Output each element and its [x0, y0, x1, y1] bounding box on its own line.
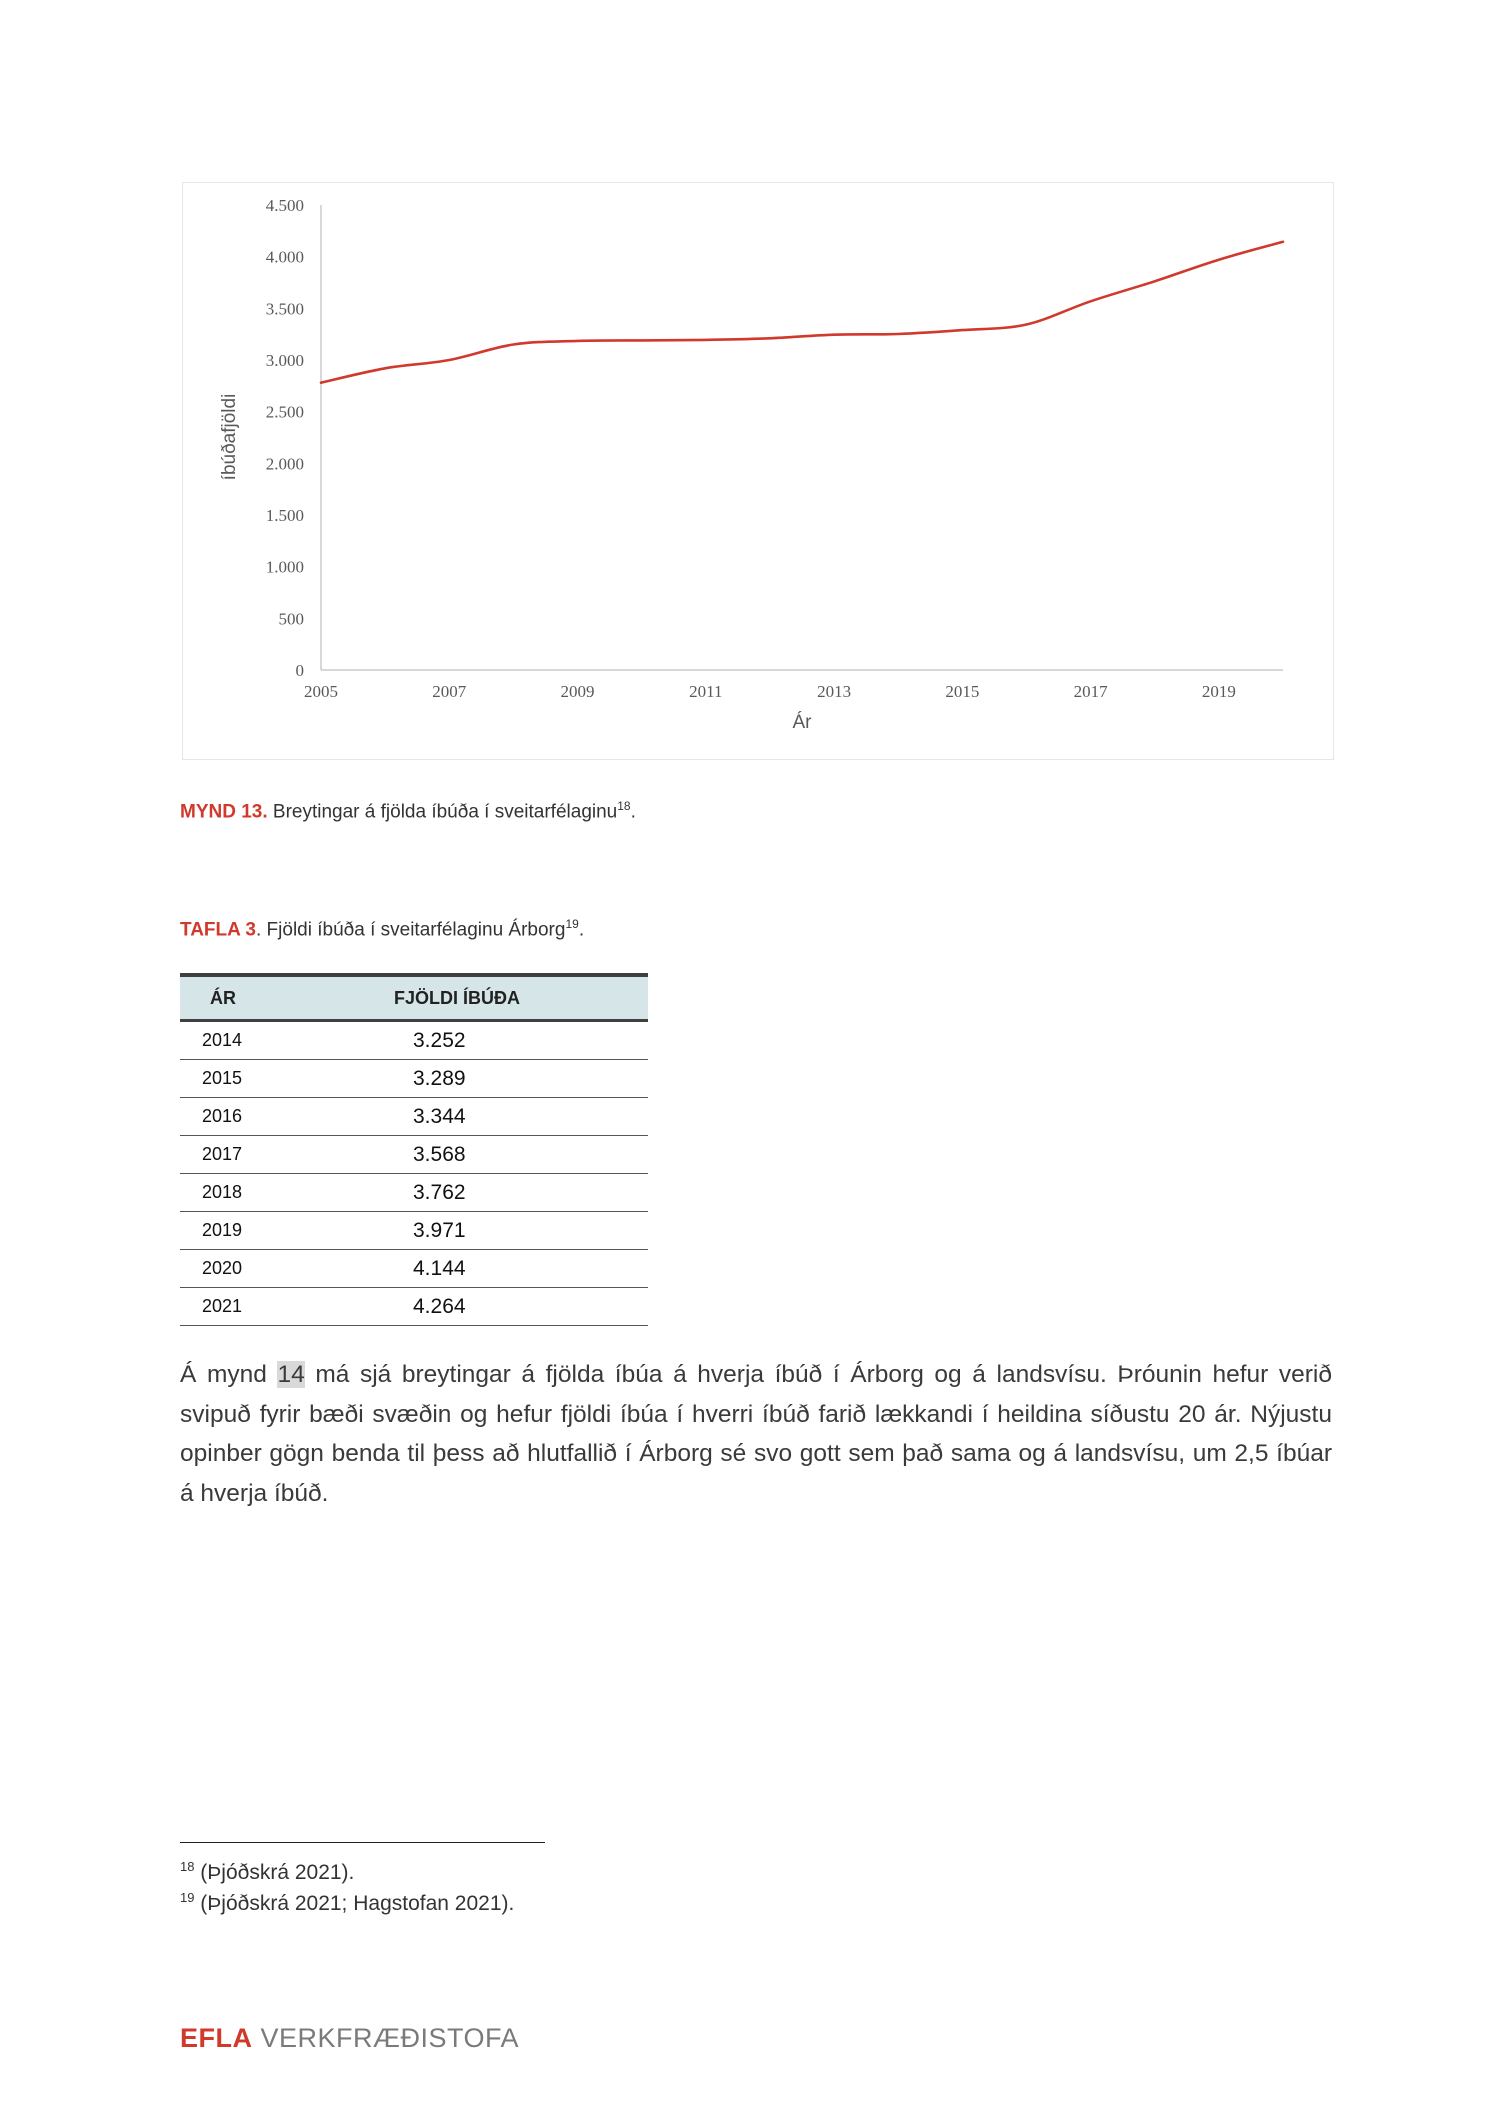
footnote-ref-18[interactable]: 18 — [617, 799, 631, 813]
population-chart — [182, 182, 1334, 760]
table-row — [180, 1212, 648, 1250]
footnote-18 — [180, 1859, 354, 1885]
footnote-19 — [180, 1890, 514, 1916]
column-header-count: FJÖLDI ÍBÚÐA — [266, 975, 648, 1021]
table-row — [180, 1174, 648, 1212]
x-tick-label: 2007 — [432, 682, 467, 701]
y-tick-label: 3.000 — [265, 351, 304, 370]
x-axis-title: Ár — [792, 712, 812, 733]
table-caption-label: TAFLA 3 — [180, 919, 256, 941]
figure-reference-link[interactable]: 14 — [277, 1361, 305, 1388]
y-tick-label: 500 — [278, 609, 304, 629]
cell-year: 2017 — [180, 1136, 266, 1174]
logo-subtitle: VERKFRÆÐISTOFA — [252, 2023, 520, 2053]
logo-brand: EFLA — [180, 2023, 253, 2053]
table-caption-end: . — [578, 919, 585, 941]
table-caption — [180, 917, 584, 941]
footnote-divider — [180, 1842, 545, 1843]
table-caption-text: . Fjöldi íbúða í sveitarfélaginu Árborg — [256, 919, 566, 941]
footnote-text: (Þjóðskrá 2021; Hagstofan 2021). — [194, 1892, 515, 1915]
figure-caption — [180, 799, 636, 823]
y-tick-label: 4.500 — [265, 196, 304, 215]
column-header-year: ÁR — [180, 975, 266, 1021]
x-tick-label: 2017 — [1073, 682, 1108, 701]
cell-year: 2016 — [180, 1098, 266, 1136]
x-tick-label: 2005 — [304, 682, 338, 701]
cell-count: 3.762 — [266, 1174, 648, 1212]
y-tick-label: 1.500 — [265, 506, 304, 525]
figure-caption-text: Breytingar á fjölda íbúða í sveitarfélaginu — [267, 801, 618, 823]
cell-count: 4.144 — [266, 1250, 648, 1288]
y-tick-label: 2.000 — [265, 454, 304, 474]
table-row — [180, 1060, 648, 1098]
footnote-text: (Þjóðskrá 2021). — [194, 1861, 355, 1884]
cell-count: 3.971 — [266, 1212, 648, 1250]
cell-year: 2014 — [180, 1021, 266, 1060]
y-tick-label: 3.500 — [265, 299, 304, 319]
y-tick-label: 4.000 — [265, 247, 304, 267]
table-row — [180, 1288, 648, 1326]
cell-year: 2019 — [180, 1212, 266, 1250]
footnote-ref-19[interactable]: 19 — [565, 917, 579, 931]
table-row — [180, 1250, 648, 1288]
table-row — [180, 1098, 648, 1136]
housing-table — [180, 973, 648, 1326]
efla-logo — [180, 2023, 519, 2054]
figure-caption-end: . — [630, 801, 636, 823]
line-chart — [183, 183, 1333, 759]
cell-count: 3.568 — [266, 1136, 648, 1174]
figure-caption-label: MYND 13. — [180, 801, 268, 823]
footnote-number: 18 — [180, 1859, 195, 1874]
x-tick-label: 2009 — [560, 682, 595, 701]
paragraph-text-start: Á mynd — [180, 1361, 278, 1388]
cell-count: 3.252 — [266, 1021, 648, 1060]
cell-year: 2015 — [180, 1060, 266, 1098]
series-line — [321, 242, 1283, 383]
body-paragraph — [180, 1355, 1332, 1513]
paragraph-text-rest: má sjá breytingar á fjölda íbúa á hverja íbúð í Árborg og á landsvísu. Þróunin hefur verið svipuð fyrir bæði svæðin og hefur fjöldi íbúa í hverri íbúð farið lækkandi í heildina síðustu 20 ár. Nýjustu opinber gögn benda til þess að hlutfallið í Árborg sé svo gott sem það sama og á landsvísu, um 2,5 íbúar á hverja íbúð. — [180, 1361, 1332, 1507]
cell-year: 2018 — [180, 1174, 266, 1212]
y-axis-title: íbúðafjöldi — [219, 393, 240, 481]
y-tick-label: 0 — [295, 661, 304, 680]
footnote-number: 19 — [180, 1890, 195, 1905]
table-row — [180, 1136, 648, 1174]
cell-count: 3.344 — [266, 1098, 648, 1136]
x-tick-label: 2011 — [689, 682, 723, 701]
x-tick-label: 2013 — [817, 682, 852, 701]
cell-count: 3.289 — [266, 1060, 648, 1098]
x-tick-label: 2019 — [1201, 682, 1236, 701]
table-header-row — [180, 975, 648, 1021]
x-tick-label: 2015 — [945, 682, 980, 701]
y-tick-label: 1.000 — [265, 557, 304, 577]
y-tick-label: 2.500 — [265, 402, 304, 422]
table-row — [180, 1021, 648, 1060]
cell-year: 2020 — [180, 1250, 266, 1288]
cell-count: 4.264 — [266, 1288, 648, 1326]
cell-year: 2021 — [180, 1288, 266, 1326]
